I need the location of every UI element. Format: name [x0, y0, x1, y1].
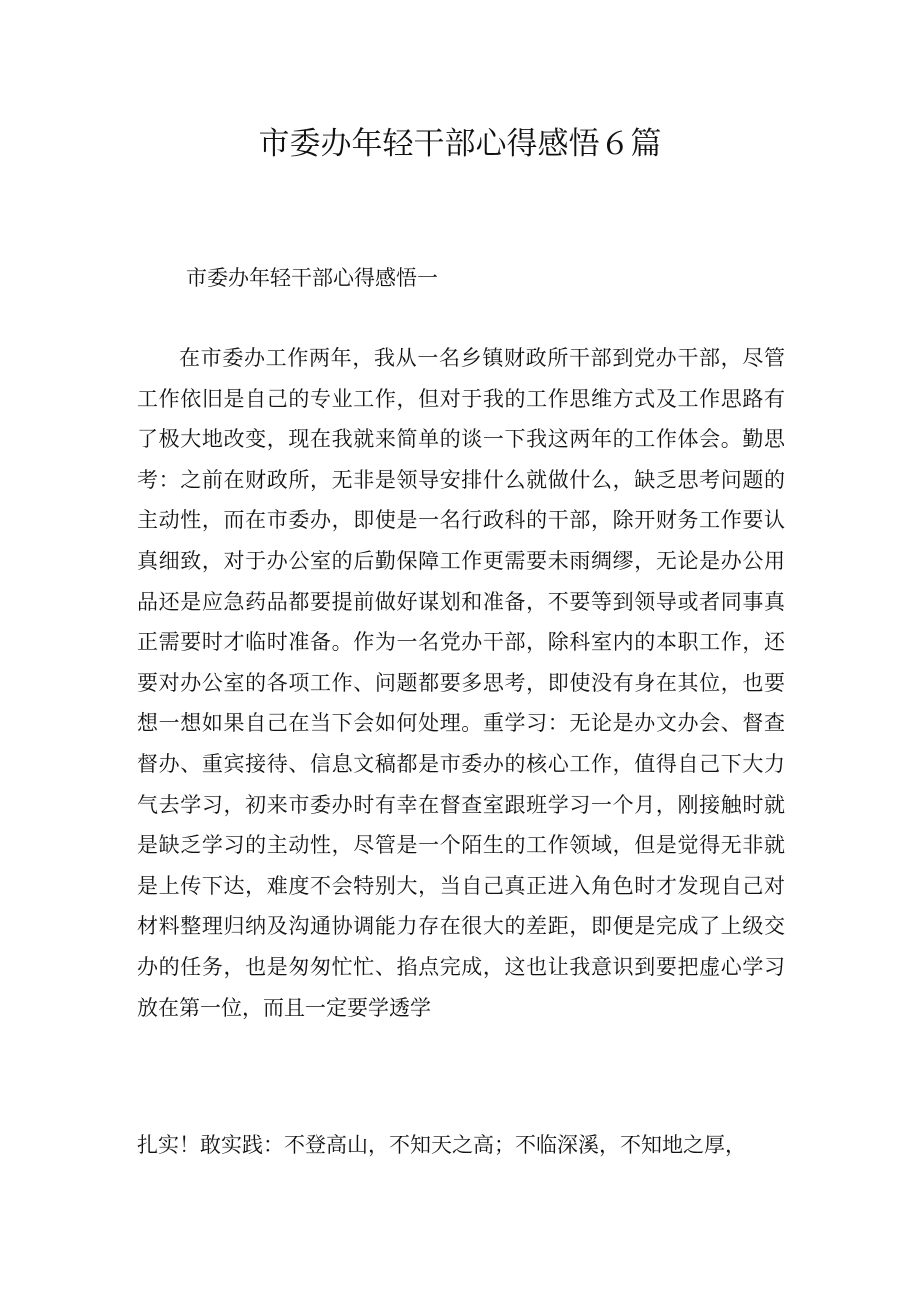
- body-paragraph: 扎实！敢实践：不登高山，不知天之高；不临深溪，不知地之厚，: [137, 1133, 746, 1157]
- document-title: 市委办年轻干部心得感悟６篇: [258, 126, 662, 162]
- body-paragraph: 在市委办工作两年，我从一名乡镇财政所干部到党办干部，尽管工作依旧是自己的专业工作，但对于我的工作思维方式及工作思路有了极大地改变，现在我就来简单的谈一下我这两年的工作体会。勤思考：之前在财政所，无非是领导安排什么就做什么，缺乏思考问题的主动性，而在市委办，即使是一名行政科的干部，除开财务工作要认真细致，对于办公室的后勤保障工作更需要未雨绸缪，无论是办公用品还是应急药品都要提前做好谋划和准备，不要等到领导或者同事真正需要时才临时准备。作为一名党办干部，除科室内的本职工作，还要对办公室的各项工作、问题都要多思考，即使没有身在其位，也要想一想如果自己在当下会如何处理。重学习：无论是办文办会、督查督办、重宾接待、信息文稿都是市委办的核心工作，值得自己下大力气去学习，初来市委办时有幸在督查室跟班学习一个月，刚接触时就是缺乏学习的主动性，尽管是一个陌生的工作领域，但是觉得无非就是上传下达，难度不会特别大，当自己真正进入角色时才发现自己对材料整理归纳及沟通协调能力存在很大的差距，即便是完成了上级交办的任务，也是匆匆忙忙、掐点完成，这也让我意识到要把虚心学习放在第一位，而且一定要学透学: [137, 346, 785, 1020]
- section-heading: 市委办年轻干部心得感悟一: [186, 266, 438, 290]
